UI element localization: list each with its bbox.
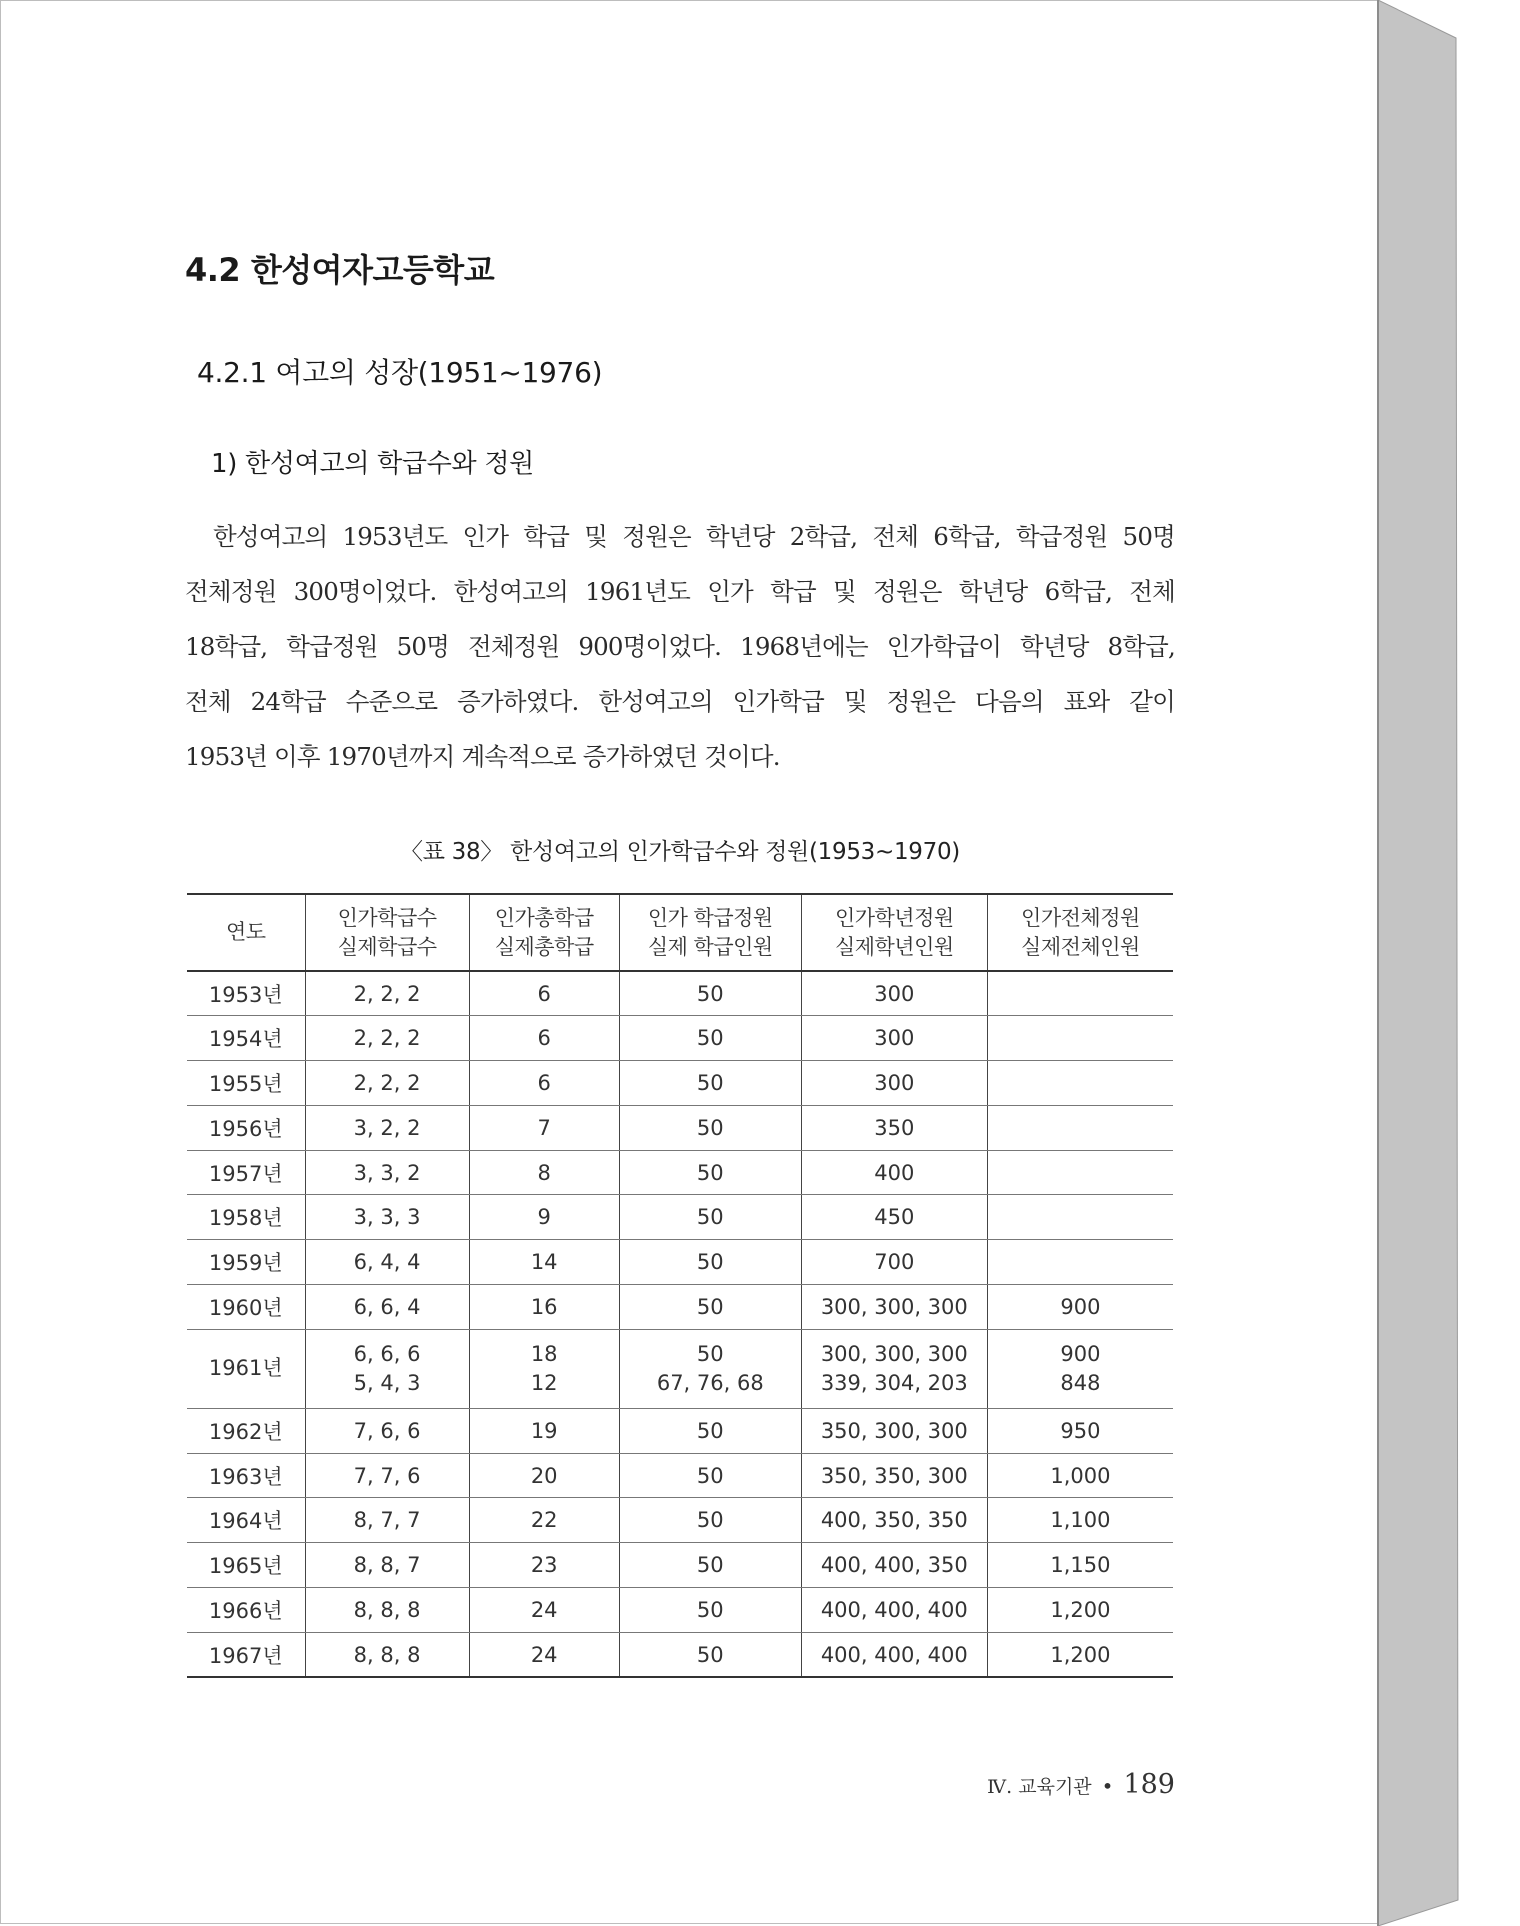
- cell-total-classes: 22: [469, 1498, 619, 1543]
- cell-class-quota: 50: [619, 971, 801, 1016]
- cell-total-quota: 900 848: [987, 1329, 1173, 1408]
- table-row: [187, 1498, 1173, 1543]
- cell-grade-quota: 350, 300, 300: [801, 1408, 987, 1453]
- cell-class-quota: 50: [619, 1543, 801, 1588]
- header-total-classes: 인가총학급 실제총학급: [469, 894, 619, 971]
- table-row: [187, 1632, 1173, 1677]
- cell-total-classes: 20: [469, 1453, 619, 1498]
- cell-total-quota: [987, 1195, 1173, 1240]
- cell-year: 1958년: [187, 1195, 305, 1240]
- cell-classes: 8, 8, 8: [305, 1588, 469, 1633]
- subsection-heading: 4.2.1 여고의 성장(1951~1976): [197, 356, 603, 389]
- footer-separator: •: [1101, 1774, 1114, 1798]
- cell-class-quota: 50: [619, 1150, 801, 1195]
- cell-year: 1967년: [187, 1632, 305, 1677]
- cell-grade-quota: 700: [801, 1240, 987, 1285]
- cell-class-quota: 50 67, 76, 68: [619, 1329, 801, 1408]
- table-row: [187, 1408, 1173, 1453]
- table-row: [187, 1285, 1173, 1330]
- table-row: [187, 1150, 1173, 1195]
- cell-classes: 7, 6, 6: [305, 1408, 469, 1453]
- cell-year: 1961년: [187, 1329, 305, 1408]
- cell-total-classes: 14: [469, 1240, 619, 1285]
- header-classes: 인가학급수 실제학급수: [305, 894, 469, 971]
- cell-classes: 2, 2, 2: [305, 1061, 469, 1106]
- header-grade-quota: 인가학년정원 실제학년인원: [801, 894, 987, 971]
- item-heading: 1) 한성여고의 학급수와 정원: [211, 449, 534, 479]
- cell-total-classes: 7: [469, 1105, 619, 1150]
- cell-total-classes: 16: [469, 1285, 619, 1330]
- cell-total-classes: 24: [469, 1632, 619, 1677]
- cell-classes: 8, 8, 7: [305, 1543, 469, 1588]
- cell-year: 1962년: [187, 1408, 305, 1453]
- cell-total-classes: 9: [469, 1195, 619, 1240]
- table-row: [187, 1329, 1173, 1408]
- cell-class-quota: 50: [619, 1632, 801, 1677]
- table-row: [187, 1543, 1173, 1588]
- cell-class-quota: 50: [619, 1105, 801, 1150]
- cell-class-quota: 50: [619, 1498, 801, 1543]
- page-footer: [941, 1769, 1175, 1800]
- cell-class-quota: 50: [619, 1588, 801, 1633]
- cell-classes: 6, 4, 4: [305, 1240, 469, 1285]
- cell-total-quota: 1,200: [987, 1588, 1173, 1633]
- cell-total-classes: 6: [469, 1061, 619, 1106]
- cell-grade-quota: 450: [801, 1195, 987, 1240]
- paragraph-line: 전체 24학급 수준으로 증가하였다. 한성여고의 인가학급 및 정원은 다음의 표와 같이: [185, 687, 1175, 716]
- cell-classes: 8, 7, 7: [305, 1498, 469, 1543]
- cell-grade-quota: 400, 350, 350: [801, 1498, 987, 1543]
- cell-year: 1959년: [187, 1240, 305, 1285]
- table-row: [187, 1016, 1173, 1061]
- cell-classes: 2, 2, 2: [305, 971, 469, 1016]
- cell-year: 1953년: [187, 971, 305, 1016]
- cell-total-classes: 6: [469, 971, 619, 1016]
- header-total-quota: 인가전체정원 실제전체인원: [987, 894, 1173, 971]
- cell-total-quota: [987, 971, 1173, 1016]
- table-header-row: [187, 894, 1173, 971]
- cell-total-classes: 8: [469, 1150, 619, 1195]
- cell-grade-quota: 300, 300, 300 339, 304, 203: [801, 1329, 987, 1408]
- cell-total-quota: [987, 1016, 1173, 1061]
- cell-total-quota: 1,100: [987, 1498, 1173, 1543]
- header-year: 연도: [187, 894, 305, 971]
- cell-total-classes: 18 12: [469, 1329, 619, 1408]
- cell-total-quota: 900: [987, 1285, 1173, 1330]
- enrollment-table: [187, 893, 1173, 1678]
- cell-total-quota: [987, 1150, 1173, 1195]
- cell-grade-quota: 400: [801, 1150, 987, 1195]
- cell-classes: 3, 3, 2: [305, 1150, 469, 1195]
- cell-year: 1954년: [187, 1016, 305, 1061]
- cell-classes: 6, 6, 4: [305, 1285, 469, 1330]
- cell-class-quota: 50: [619, 1061, 801, 1106]
- cell-total-classes: 23: [469, 1543, 619, 1588]
- footer-section: Ⅳ. 교육기관: [987, 1776, 1092, 1798]
- cell-grade-quota: 300: [801, 971, 987, 1016]
- table-row: [187, 1240, 1173, 1285]
- cell-total-quota: 1,150: [987, 1543, 1173, 1588]
- cell-class-quota: 50: [619, 1195, 801, 1240]
- cell-class-quota: 50: [619, 1408, 801, 1453]
- cell-year: 1957년: [187, 1150, 305, 1195]
- table-row: [187, 1195, 1173, 1240]
- cell-class-quota: 50: [619, 1285, 801, 1330]
- body-paragraph: [185, 509, 1175, 784]
- cell-total-quota: [987, 1240, 1173, 1285]
- cell-grade-quota: 400, 400, 400: [801, 1632, 987, 1677]
- cell-year: 1964년: [187, 1498, 305, 1543]
- cell-year: 1955년: [187, 1061, 305, 1106]
- section-heading: 4.2 한성여자고등학교: [185, 251, 495, 289]
- cell-total-quota: 1,200: [987, 1632, 1173, 1677]
- table-row: [187, 1105, 1173, 1150]
- cell-year: 1960년: [187, 1285, 305, 1330]
- cell-grade-quota: 400, 400, 400: [801, 1588, 987, 1633]
- cell-year: 1966년: [187, 1588, 305, 1633]
- cell-total-quota: [987, 1061, 1173, 1106]
- cell-class-quota: 50: [619, 1016, 801, 1061]
- cell-grade-quota: 400, 400, 350: [801, 1543, 987, 1588]
- table-caption: 〈표 38〉 한성여고의 인가학급수와 정원(1953~1970): [400, 839, 960, 865]
- table-row: [187, 1061, 1173, 1106]
- cell-classes: 3, 3, 3: [305, 1195, 469, 1240]
- paragraph-line: 전체정원 300명이었다. 한성여고의 1961년도 인가 학급 및 정원은 학년당 6학급, 전체: [185, 577, 1175, 606]
- table-row: [187, 971, 1173, 1016]
- cell-grade-quota: 300: [801, 1061, 987, 1106]
- cell-classes: 6, 6, 6 5, 4, 3: [305, 1329, 469, 1408]
- cell-year: 1965년: [187, 1543, 305, 1588]
- paragraph-line: 1953년 이후 1970년까지 계속적으로 증가하였던 것이다.: [185, 742, 780, 771]
- cell-classes: 3, 2, 2: [305, 1105, 469, 1150]
- paragraph-line: 18학급, 학급정원 50명 전체정원 900명이었다. 1968년에는 인가학급이 학년당 8학급,: [185, 632, 1175, 661]
- cell-classes: 2, 2, 2: [305, 1016, 469, 1061]
- page-number: 189: [1123, 1769, 1175, 1800]
- cell-total-classes: 24: [469, 1588, 619, 1633]
- cell-class-quota: 50: [619, 1240, 801, 1285]
- cell-class-quota: 50: [619, 1453, 801, 1498]
- cell-grade-quota: 300, 300, 300: [801, 1285, 987, 1330]
- cell-classes: 7, 7, 6: [305, 1453, 469, 1498]
- cell-year: 1956년: [187, 1105, 305, 1150]
- cell-total-quota: 1,000: [987, 1453, 1173, 1498]
- cell-grade-quota: 350: [801, 1105, 987, 1150]
- cell-grade-quota: 350, 350, 300: [801, 1453, 987, 1498]
- cell-grade-quota: 300: [801, 1016, 987, 1061]
- cell-total-quota: [987, 1105, 1173, 1150]
- cell-year: 1963년: [187, 1453, 305, 1498]
- cell-total-quota: 950: [987, 1408, 1173, 1453]
- table-row: [187, 1453, 1173, 1498]
- paragraph-line: 한성여고의 1953년도 인가 학급 및 정원은 학년당 2학급, 전체 6학급, 학급정원 50명: [213, 522, 1175, 551]
- table-row: [187, 1588, 1173, 1633]
- cell-total-classes: 19: [469, 1408, 619, 1453]
- cell-classes: 8, 8, 8: [305, 1632, 469, 1677]
- cell-total-classes: 6: [469, 1016, 619, 1061]
- header-class-quota: 인가 학급정원 실제 학급인원: [619, 894, 801, 971]
